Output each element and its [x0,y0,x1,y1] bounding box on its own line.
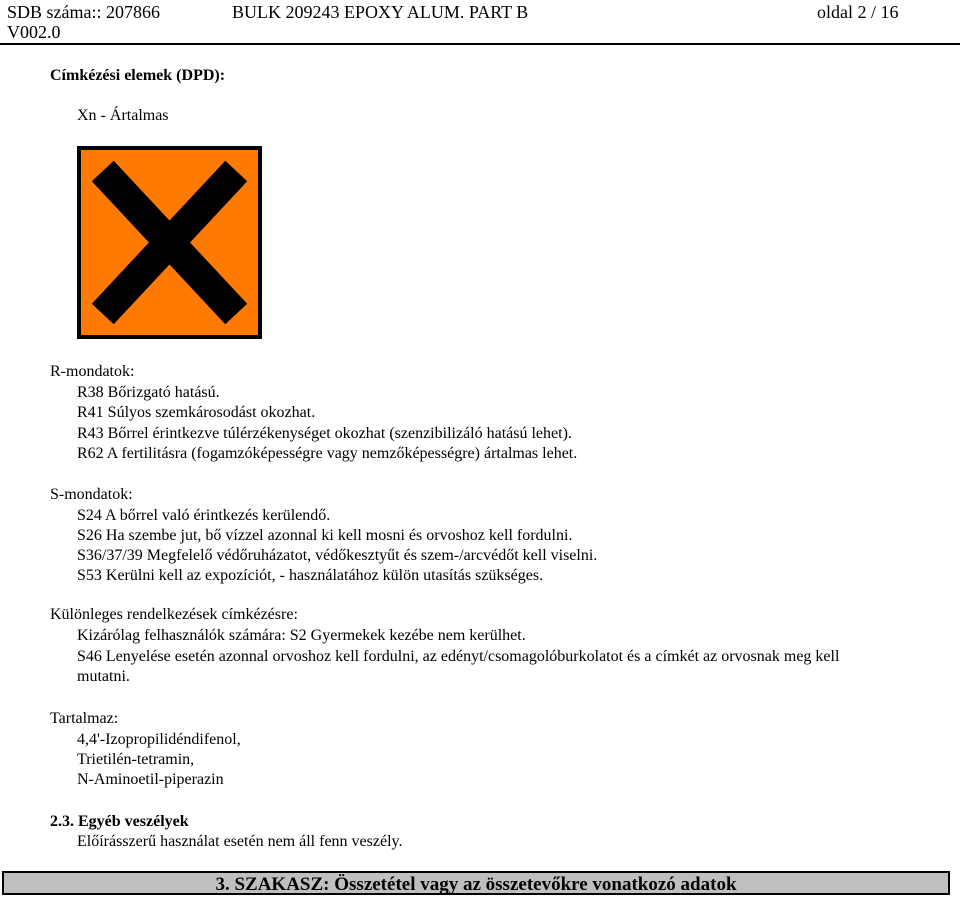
contains-heading: Tartalmaz: [50,710,119,727]
hazard-symbol-text: Xn - Ártalmas [77,107,169,124]
special-provision-line: Kizárólag felhasználók számára: S2 Gyermekek kezébe nem kerülhet. [77,627,526,644]
other-hazards-text: Előírásszerű használat esetén nem áll fenn veszély. [77,833,403,850]
header-divider [0,43,960,45]
harmful-x-icon [77,146,262,339]
s-phrase-item: S26 Ha szembe jut, bő vízzel azonnal ki kell mosni és orvoshoz kell fordulni. [77,527,573,544]
r-phrases-heading: R-mondatok: [50,363,135,380]
ingredient-item: 4,4'-Izopropilidéndifenol, [77,731,241,748]
special-provisions-heading: Különleges rendelkezések címkézésre: [50,606,298,623]
s-phrase-item: S24 A bőrrel való érintkezés kerülendő. [77,507,331,524]
labeling-heading: Címkézési elemek (DPD): [50,67,226,84]
sds-number: SDB száma:: 207866 [7,2,160,22]
s-phrase-item: S53 Kerülni kell az expozíciót, - használatához külön utasítás szükséges. [77,567,544,584]
special-provision-line: S46 Lenyelése esetén azonnal orvoshoz kell fordulni, az edényt/csomagolóburkolatot és a címkét az orvosnak meg kell [77,648,840,665]
harmful-cross-graphic [81,150,258,335]
document-header [0,0,960,22]
section-3-title: 3. SZAKASZ: Összetétel vagy az összetevőkre vonatkozó adatok [215,874,737,895]
product-name: BULK 209243 EPOXY ALUM. PART B [232,2,529,22]
version-label: V002.0 [7,22,61,42]
r-phrase-item: R41 Súlyos szemkárosodást okozhat. [77,404,316,421]
s-phrases-heading: S-mondatok: [50,486,133,503]
ingredient-item: Trietilén-tetramin, [77,751,195,768]
section-3-heading-bar [2,871,950,895]
special-provision-line: mutatni. [77,668,130,685]
r-phrase-item: R38 Bőrizgató hatású. [77,384,220,401]
page-number: oldal 2 / 16 [817,2,899,22]
ingredient-item: N-Aminoetil-piperazin [77,771,224,788]
s-phrase-item: S36/37/39 Megfelelő védőruházatot, védőkesztyűt és szem-/arcvédőt kell viselni. [77,547,598,564]
r-phrase-item: R43 Bőrrel érintkezve túlérzékenységet okozhat (szenzibilizáló hatású lehet). [77,425,572,442]
r-phrase-item: R62 A fertilitásra (fogamzóképességre vagy nemzőképességre) ártalmas lehet. [77,445,578,462]
other-hazards-heading: 2.3. Egyéb veszélyek [50,813,189,830]
